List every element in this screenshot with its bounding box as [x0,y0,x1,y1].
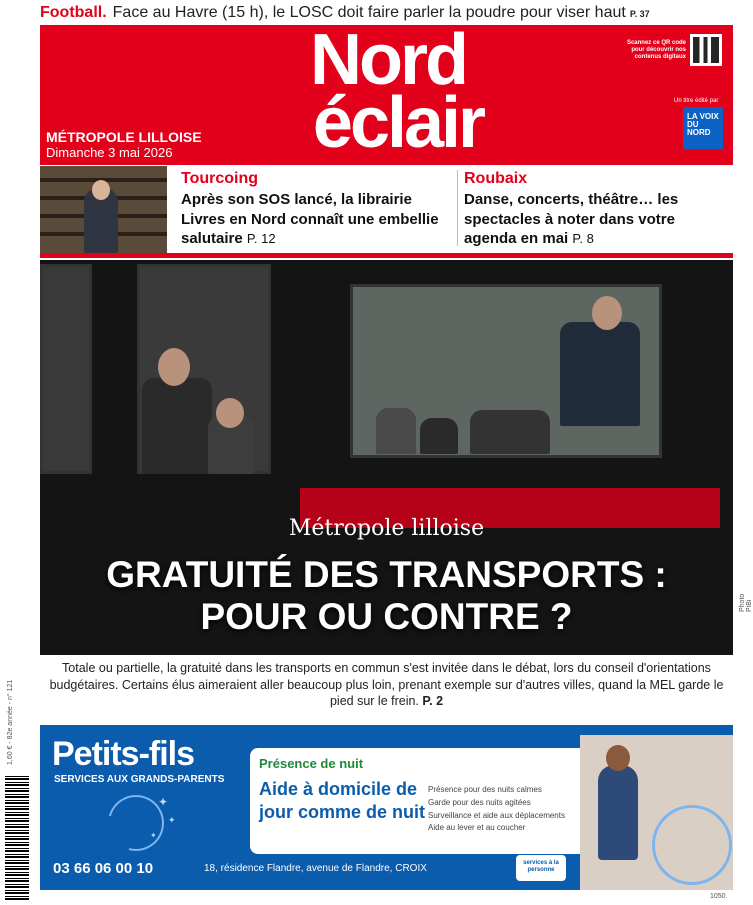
ad-service-item: Surveillance et aide aux déplacements [428,810,565,820]
barcode [5,775,29,900]
ad-services-list [428,784,565,835]
advertisement[interactable] [40,725,733,890]
issue-info: 1,60 € - 82e année - n° 121 [7,679,14,765]
top-teaser-page: P. 37 [629,9,650,19]
star-icon: ✦ [168,815,176,825]
teaser-divider [457,170,458,246]
teaser-headline [181,190,451,249]
lead-summary [40,660,733,710]
masthead [40,20,733,165]
ad-phone[interactable]: 03 66 06 00 10 [53,860,154,877]
teaser-roubaix[interactable] [464,170,726,249]
ad-service-item: Présence pour des nuits calmes [428,785,542,794]
section-divider [40,253,733,258]
teaser-tourcoing[interactable] [181,170,451,249]
logo-line-2: éclair [312,83,484,164]
teaser-kicker: Tourcoing [181,170,259,187]
ad-address: 18, résidence Flandre, avenue de Flandre, CROIX [204,863,427,874]
publisher-logo[interactable]: LA VOIX DU NORD [683,107,723,149]
logo-line-1: Nord [310,20,466,100]
ad-subtitle: SERVICES AUX GRANDS-PARENTS [54,774,225,785]
ad-service-item: Garde pour des nuits agitées [428,797,531,807]
edition-region: MÉTROPOLE LILLOISE [46,129,202,145]
hero-headline[interactable] [40,554,733,638]
publisher-caption: Un titre édité par [674,98,719,104]
star-icon: ✦ [158,795,169,809]
teaser-headline-text: Après son SOS lancé, la librairie Livres en Nord connaît une embellie salutaire [181,191,439,247]
hero-kicker: Métropole lilloise [288,516,485,541]
teaser-page: P. 8 [572,231,594,246]
ad-card-title: Aide à domicile de jour comme de nuit [259,779,426,822]
ad-brand: Petits-fils [52,735,195,773]
ad-partner-logo: services à la personne [516,855,566,881]
tram-window [40,264,92,474]
star-icon: ✦ [150,831,157,840]
hero-headline-line-1: GRATUITÉ DES TRANSPORTS : [106,554,667,595]
newspaper-logo[interactable] [258,20,518,164]
summary-page: P. 2 [422,694,444,708]
ad-service-item: Aide au lever et au coucher [428,823,526,833]
page-reference: 1050. [710,893,728,900]
teaser-kicker: Roubaix [464,170,528,187]
ad-card [250,748,586,854]
ad-photo [580,735,733,890]
top-teaser-text: Face au Havre (15 h), le LOSC doit faire parler la poudre pour viser haut [112,4,626,21]
bookshop-photo[interactable] [40,166,167,253]
photo-credit: Photo PiBi [739,593,753,612]
qr-caption: Scannez ce QR code pour découvrir nos contenus digitaux [626,40,686,61]
teaser-headline [464,190,726,249]
hero-headline-line-2: POUR OU CONTRE ? [200,596,573,638]
top-teaser-tag: Football. [40,4,107,21]
teaser-page: P. 12 [246,231,276,246]
qr-code-icon[interactable] [690,34,722,66]
edition-date: Dimanche 3 mai 2026 [46,145,173,160]
summary-text: Totale ou partielle, la gratuité dans les transports en commun s'est invitée dans le débat, lors du conseil d'orientations budgétaires. Certains élus aimeraient aller beaucoup plus loin, prenant exemple sur d'autres villes, quand la MEL garde le pied sur le frein. [49,661,724,708]
hero-photo[interactable] [40,260,733,655]
ad-card-kicker: Présence de nuit [259,756,364,771]
teaser-headline-text: Danse, concerts, théâtre… les spectacles à noter dans votre agenda en mai [464,191,679,247]
